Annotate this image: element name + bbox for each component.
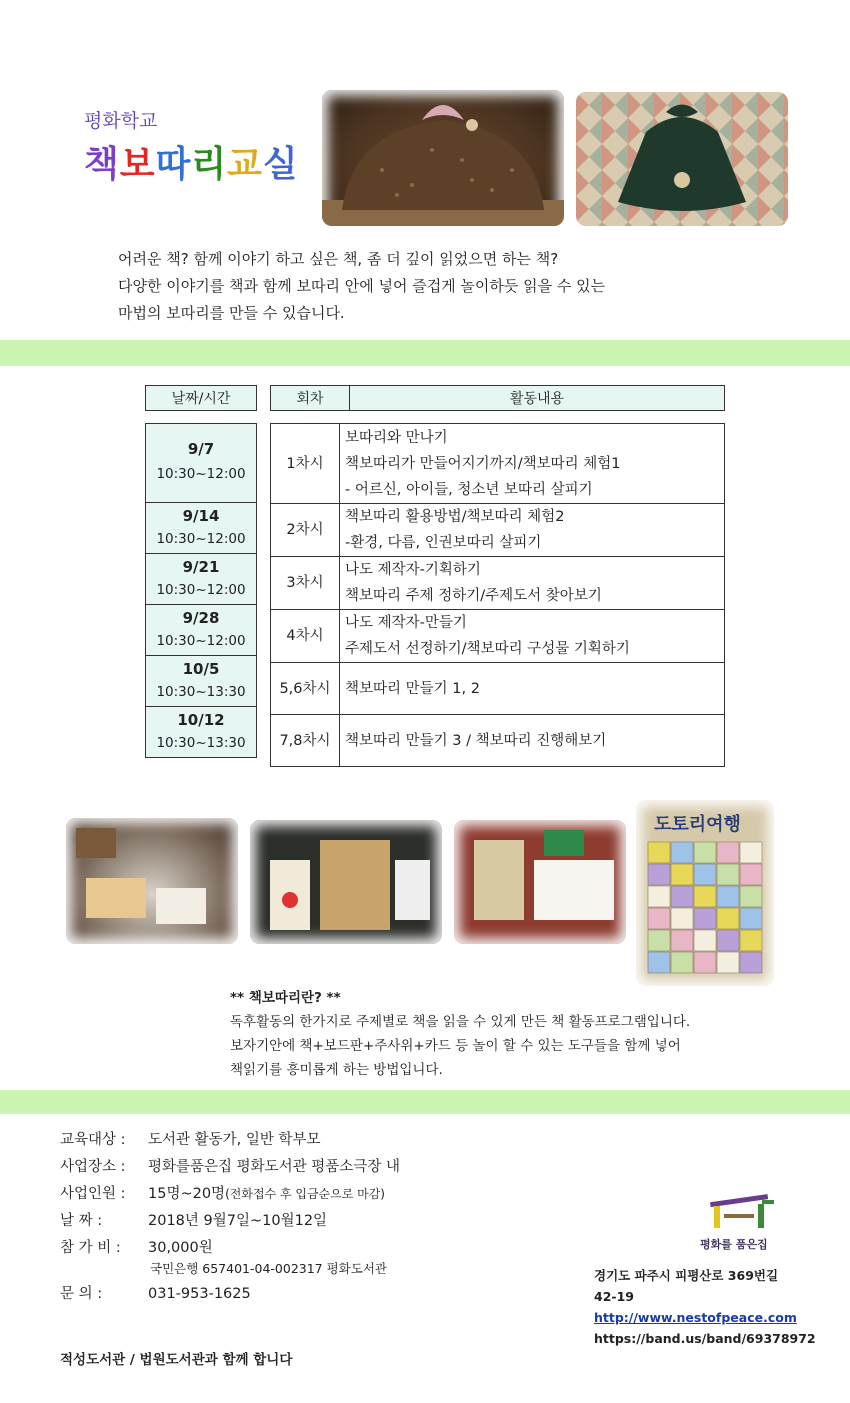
- board-square: [671, 864, 693, 885]
- board-square: [740, 930, 762, 951]
- board-square: [717, 864, 739, 885]
- info-date: [60, 1209, 327, 1230]
- intro-text: [118, 246, 605, 327]
- board-square: [717, 908, 739, 929]
- intro-line: 마법의 보따리를 만들 수 있습니다.: [118, 304, 345, 322]
- board-square: [740, 842, 762, 863]
- date-cell: [145, 706, 257, 758]
- table-row: [271, 715, 725, 767]
- session-cell: 2차시: [271, 504, 340, 557]
- about-heading: ** 책보따리란? **: [230, 990, 341, 1006]
- bank-account: 국민은행 657401-04-002317 평화도서관: [150, 1261, 387, 1276]
- board-square: [717, 842, 739, 863]
- table-row: [271, 557, 725, 610]
- session-cell: 3차시: [271, 557, 340, 610]
- board-square: [648, 842, 670, 863]
- content-cell: [340, 610, 725, 663]
- info-label: 문 의 :: [60, 1286, 103, 1302]
- session-date: 9/14: [182, 507, 220, 525]
- intro-line: 어려운 책? 함께 이야기 하고 싶은 책, 좀 더 깊이 읽었으면 하는 책?: [118, 250, 559, 268]
- board-square: [671, 930, 693, 951]
- content-cell: [340, 715, 725, 767]
- title-char: 리: [191, 144, 228, 185]
- activity-photo-2: [250, 820, 442, 944]
- board-square: [694, 864, 716, 885]
- board-square: [671, 952, 693, 973]
- info-label: 사업장소 :: [60, 1159, 126, 1175]
- session-cell: 1차시: [271, 424, 340, 504]
- house-logo-icon: [700, 1190, 790, 1230]
- content-line: 책보따리 만들기 1, 2: [345, 680, 480, 697]
- content-line: - 어르신, 아이들, 청소년 보따리 살피기: [345, 481, 593, 498]
- info-value: 031-953-1625: [148, 1286, 251, 1302]
- address-line: 42-19: [594, 1289, 634, 1304]
- info-value: 15명~20명: [148, 1186, 226, 1202]
- content-line: 책보따리 만들기 3 / 책보따리 진행해보기: [345, 732, 607, 749]
- content-line: 나도 제작자-만들기: [345, 615, 467, 631]
- table-row: [271, 663, 725, 715]
- content-cell: [340, 504, 725, 557]
- session-date: 10/12: [177, 711, 225, 729]
- board-square: [694, 952, 716, 973]
- content-line: 책보따리 활용방법/책보따리 체험2: [345, 509, 565, 525]
- about-section: [230, 986, 690, 1082]
- session-time: 10:30~13:30: [156, 684, 246, 700]
- content-cell: [340, 663, 725, 715]
- session-cell: 4차시: [271, 610, 340, 663]
- bojagi-illustration: [576, 92, 788, 226]
- content-cell: [340, 424, 725, 504]
- contact-info: [594, 1265, 816, 1349]
- activity-photo-3: [454, 820, 626, 944]
- activity-photo-1: [66, 818, 238, 944]
- band-link[interactable]: https://band.us/band/69378972: [594, 1331, 816, 1346]
- board-game-title: 도토리여행: [654, 814, 741, 835]
- about-line: 독후활동의 한가지로 주제별로 책을 읽을 수 있게 만든 책 활동프로그램입니다.: [230, 1014, 691, 1030]
- title-char: 보: [119, 144, 156, 185]
- board-game-photo: [636, 800, 774, 986]
- board-square: [671, 908, 693, 929]
- header-content: 활동내용: [349, 385, 725, 411]
- board-square: [694, 908, 716, 929]
- table-row: [271, 424, 725, 504]
- session-time: 10:30~12:00: [156, 633, 246, 649]
- title-char: 실: [262, 144, 299, 185]
- board-square: [671, 886, 693, 907]
- logo: [700, 1190, 790, 1250]
- page-title: [84, 136, 299, 187]
- title-char: 따: [155, 144, 192, 185]
- info-inquiry: [60, 1282, 251, 1303]
- about-line: 책읽기를 흥미롭게 하는 방법입니다.: [230, 1062, 443, 1078]
- bojagi-photo-pattern: [576, 92, 788, 226]
- session-time: 10:30~12:00: [156, 582, 246, 598]
- session-time: 10:30~13:30: [156, 735, 246, 751]
- title-char: 교: [227, 144, 263, 185]
- about-line: 보자기안에 책+보드판+주사위+카드 등 놀이 할 수 있는 도구들을 함께 넣어: [230, 1038, 681, 1054]
- session-date: 9/28: [182, 609, 220, 627]
- info-label: 참 가 비 :: [60, 1240, 121, 1256]
- content-line: 책보따리 주제 정하기/주제도서 찾아보기: [345, 588, 602, 604]
- bojagi-illustration: [322, 90, 564, 226]
- session-time: 10:30~12:00: [156, 466, 246, 482]
- date-cell: [145, 553, 257, 605]
- date-cell: [145, 655, 257, 707]
- date-cell: [145, 604, 257, 656]
- board-square: [740, 864, 762, 885]
- board-square: [648, 952, 670, 973]
- subtitle: 평화학교: [84, 110, 158, 132]
- info-note: (전화접수 후 입금순으로 마감): [225, 1187, 385, 1201]
- website-link[interactable]: http://www.nestofpeace.com: [594, 1310, 797, 1325]
- intro-line: 다양한 이야기를 책과 함께 보따리 안에 넣어 즐겁게 놀이하듯 읽을 수 있는: [118, 277, 606, 295]
- bojagi-photo-brown: [322, 90, 564, 226]
- board-square: [740, 908, 762, 929]
- session-cell: 7,8차시: [271, 715, 340, 767]
- info-people: [60, 1182, 385, 1203]
- board-square: [648, 930, 670, 951]
- info-value: 30,000원: [148, 1240, 213, 1256]
- board-square: [694, 842, 716, 863]
- content-cell: [340, 557, 725, 610]
- session-time: 10:30~12:00: [156, 531, 246, 547]
- content-line: -환경, 다름, 인권보따리 살피기: [345, 535, 542, 551]
- divider-band: [0, 340, 850, 366]
- divider-band: [0, 1090, 850, 1114]
- header-date: 날짜/시간: [145, 385, 257, 411]
- info-value: 도서관 활동가, 일반 학부모: [148, 1132, 321, 1148]
- board-square: [694, 886, 716, 907]
- content-line: 주제도서 선정하기/책보따리 구성물 기획하기: [345, 641, 630, 657]
- date-cell: [145, 423, 257, 503]
- board-square: [717, 886, 739, 907]
- info-target: [60, 1128, 321, 1149]
- board-square: [740, 952, 762, 973]
- content-line: 나도 제작자-기획하기: [345, 562, 481, 578]
- footer-note: 적성도서관 / 법원도서관과 함께 합니다: [60, 1352, 293, 1368]
- board-square: [740, 886, 762, 907]
- table-row: [271, 504, 725, 557]
- date-cell: [145, 502, 257, 554]
- session-date: 10/5: [182, 660, 220, 678]
- header-session: 회차: [270, 385, 350, 411]
- board-square: [717, 930, 739, 951]
- info-value: 2018년 9월7일~10월12일: [148, 1213, 328, 1229]
- session-date: 9/21: [182, 558, 220, 576]
- title-char: 책: [84, 144, 120, 185]
- board-square: [717, 952, 739, 973]
- info-fee: [60, 1236, 213, 1257]
- table-row: [271, 610, 725, 663]
- board-square: [694, 930, 716, 951]
- content-line: 책보따리가 만들어지기까지/책보따리 체험1: [345, 455, 621, 472]
- board-square: [648, 886, 670, 907]
- schedule-table: [270, 423, 725, 767]
- info-label: 날 짜 :: [60, 1213, 103, 1229]
- info-label: 사업인원 :: [60, 1186, 126, 1202]
- board-square: [648, 864, 670, 885]
- info-label: 교육대상 :: [60, 1132, 126, 1148]
- content-line: 보따리와 만나기: [345, 429, 448, 446]
- info-place: [60, 1155, 400, 1176]
- session-cell: 5,6차시: [271, 663, 340, 715]
- info-value: 평화를품은집 평화도서관 평품소극장 내: [148, 1159, 400, 1175]
- date-column: [145, 424, 257, 758]
- logo-text: 평화를 품은집: [700, 1238, 768, 1251]
- board-square: [671, 842, 693, 863]
- board-square: [648, 908, 670, 929]
- session-date: 9/7: [187, 440, 215, 458]
- address-line: 경기도 파주시 피평산로 369번길: [594, 1268, 779, 1283]
